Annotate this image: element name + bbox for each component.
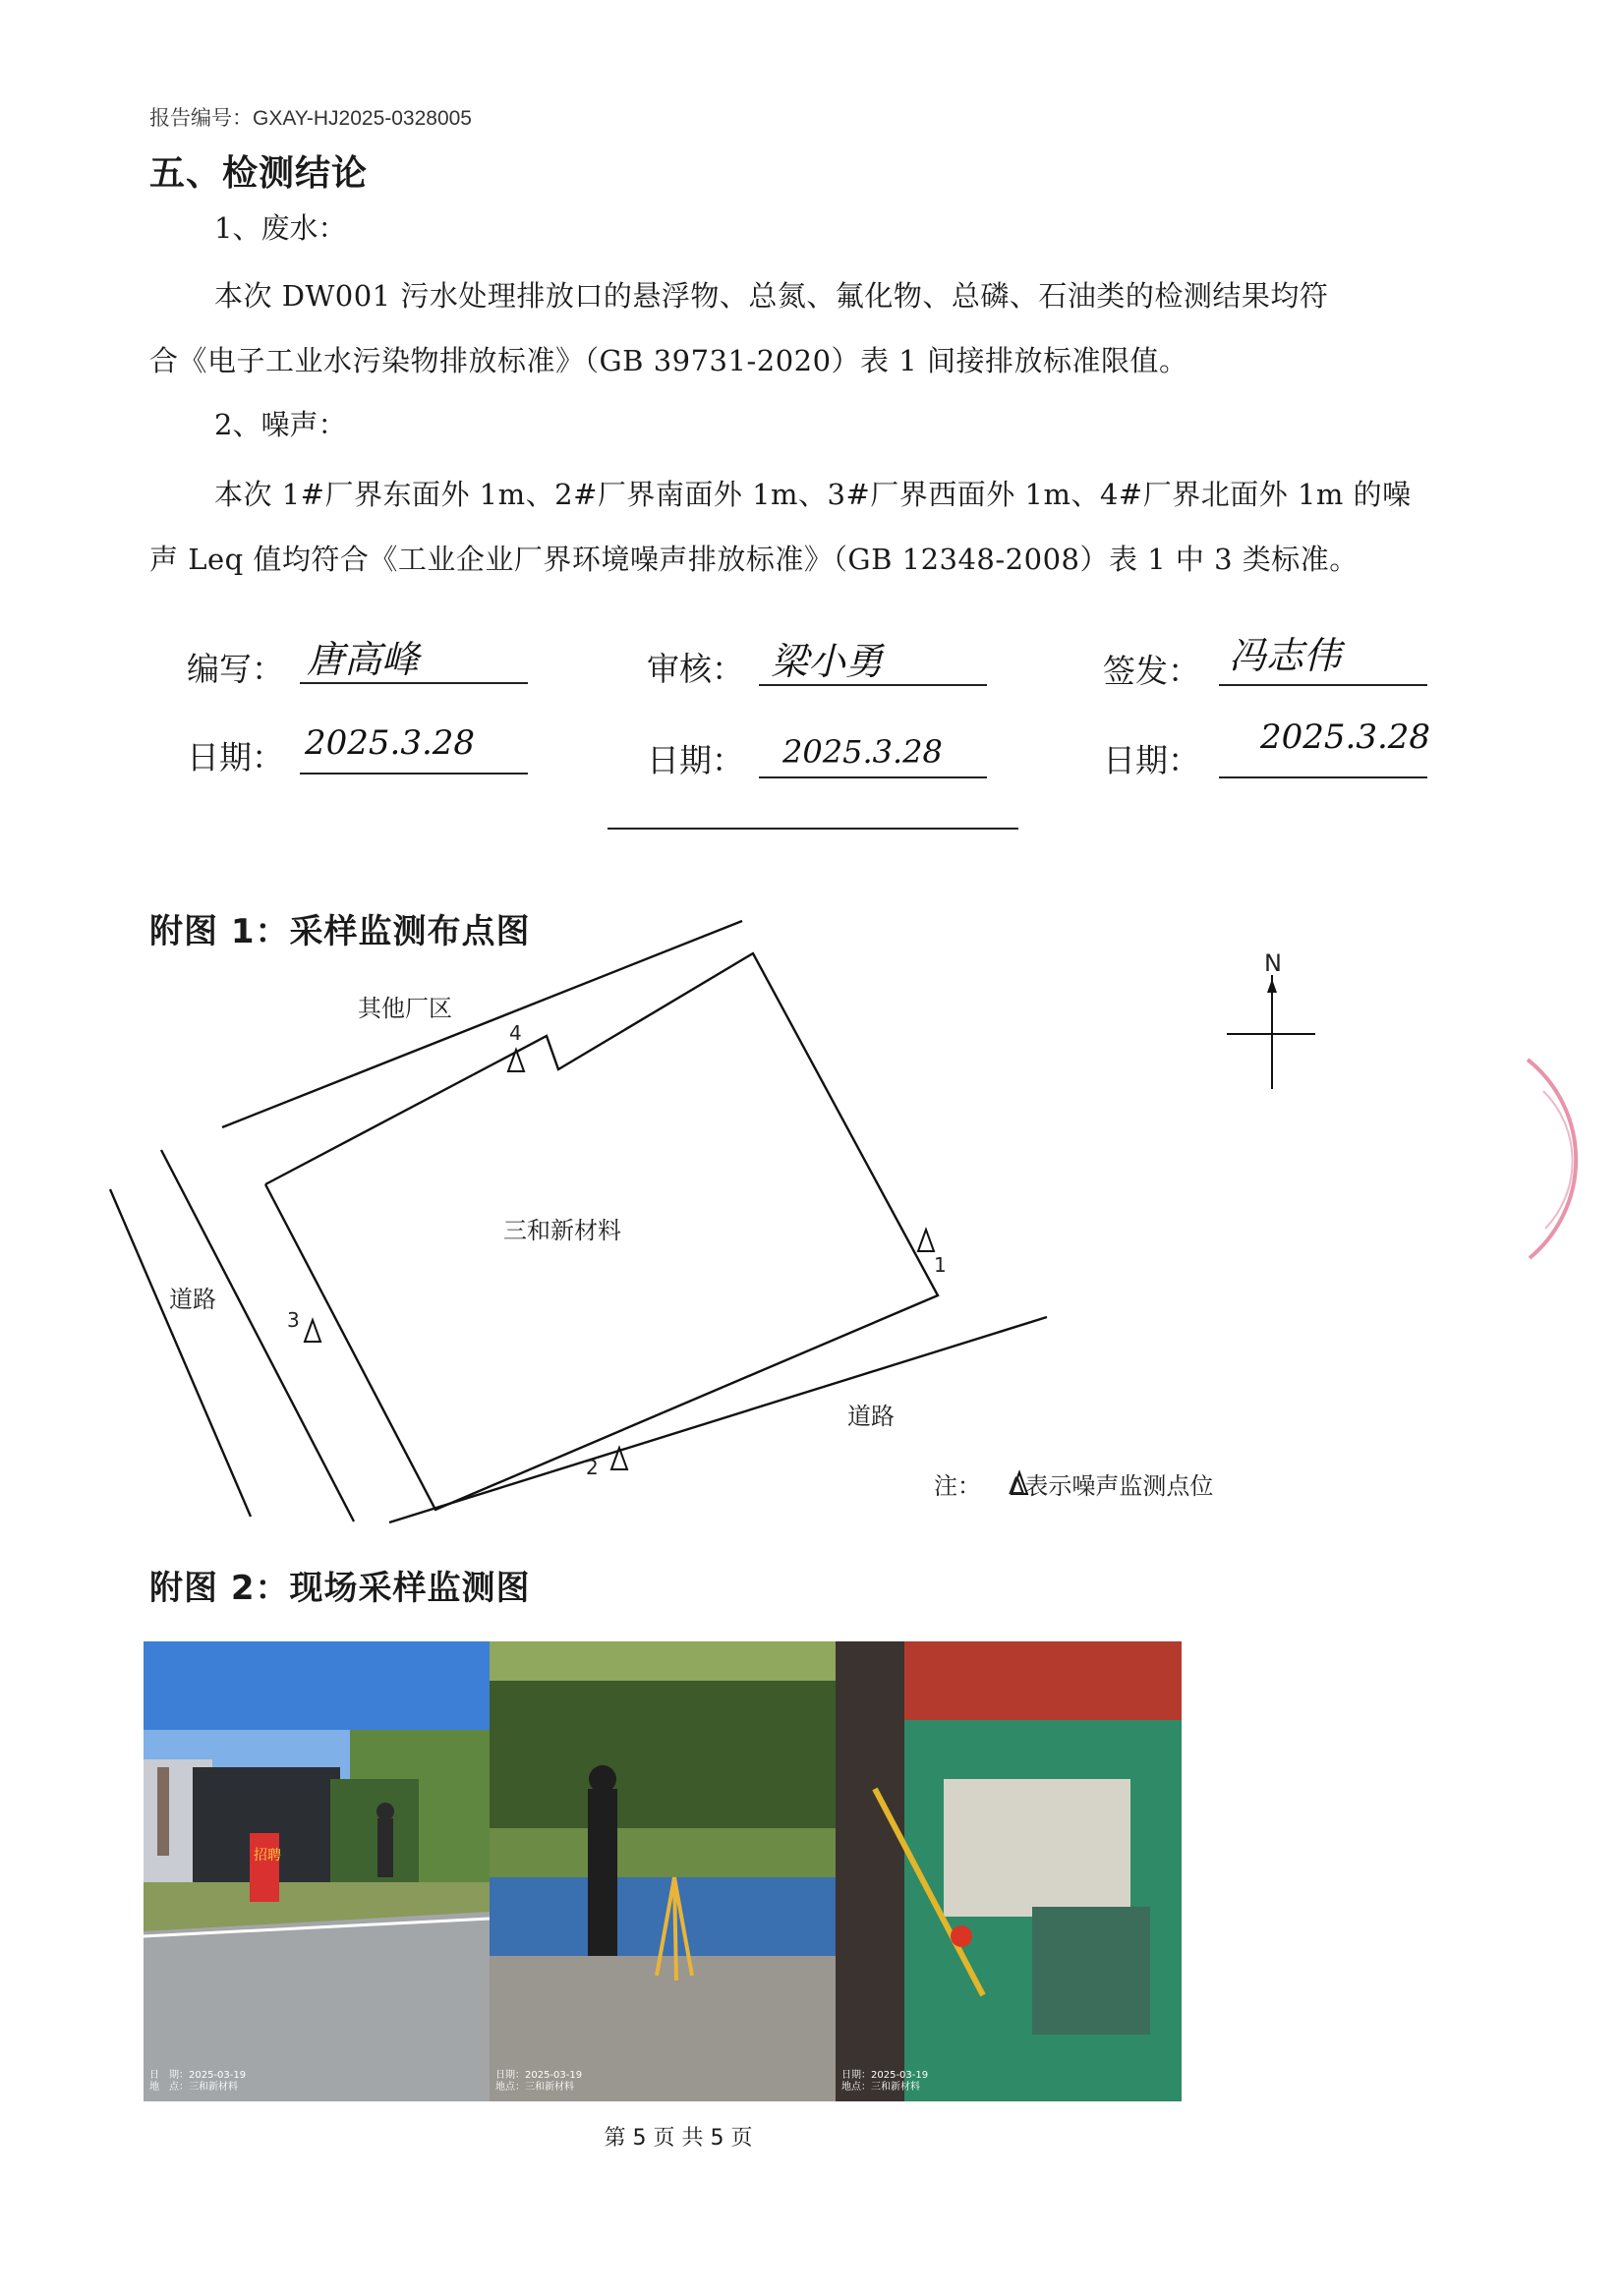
issuer-signature: 冯志伟	[1229, 634, 1342, 677]
photo1-caption-place: 地 点：三和新材料	[149, 2082, 238, 2093]
reviewer-label: 审核：	[647, 650, 744, 688]
photo2-caption-place: 地点：三和新材料	[495, 2082, 574, 2093]
site-photo-1	[144, 1641, 490, 2101]
reviewer-signature: 梁小勇	[771, 640, 884, 683]
issuer-date: 2025.3.28	[1260, 718, 1431, 757]
issuer-label: 签发：	[1103, 652, 1200, 690]
west-road-line-inner	[161, 1150, 354, 1521]
report-number: 报告编号：GXAY-HJ2025-0328005	[149, 107, 472, 130]
wastewater-line-1: 本次 DW001 污水处理排放口的悬浮物、总氮、氟化物、总磷、石油类的检测结果均符	[214, 279, 1329, 313]
site-photo-3	[836, 1641, 1182, 2101]
wastewater-line-2: 合《电子工业水污染物排放标准》（GB 39731-2020）表 1 间接排放标准限值。	[149, 344, 1188, 377]
west-road-label: 道路	[169, 1286, 216, 1313]
noise-line-1: 本次 1#厂界东面外 1m、2#厂界南面外 1m、3#厂界西面外 1m、4#厂界北面外 1m 的噪	[214, 478, 1412, 511]
noise-heading: 2、噪声：	[214, 408, 347, 441]
neighbor-area-label: 其他厂区	[358, 995, 452, 1022]
recruit-sign-text: 招聘	[254, 1848, 281, 1864]
note-prefix: 注：	[934, 1472, 981, 1500]
issuer-date-label: 日期：	[1103, 741, 1200, 779]
photo3-caption-place: 地点：三和新材料	[841, 2082, 920, 2093]
reviewer-date: 2025.3.28	[782, 733, 943, 771]
writer-signature: 唐高峰	[307, 638, 420, 681]
writer-date: 2025.3.28	[305, 723, 476, 763]
north-boundary-road-line	[222, 921, 742, 1127]
wastewater-heading: 1、废水：	[214, 211, 347, 245]
figure2-title: 附图 2：现场采样监测图	[149, 1569, 531, 1608]
noise-line-2: 声 Leq 值均符合《工业企业厂界环境噪声排放标准》（GB 12348-2008）表 1 中 3 类标准。	[149, 543, 1359, 576]
south-road-label: 道路	[847, 1403, 895, 1430]
figure1-title: 附图 1：采样监测布点图	[149, 912, 531, 951]
factory-label: 三和新材料	[503, 1217, 621, 1244]
point-3-label: 3	[287, 1308, 300, 1332]
monitoring-point-3-marker	[305, 1320, 320, 1342]
writer-date-label: 日期：	[187, 738, 284, 776]
reviewer-date-label: 日期：	[647, 741, 744, 779]
writer-label: 编写：	[187, 650, 284, 688]
west-road-line-outer	[110, 1189, 251, 1517]
point-1-label: 1	[934, 1253, 947, 1277]
note-text: Δ表示噪声监测点位	[1009, 1472, 1214, 1500]
photo1-caption-date: 日 期：2025-03-19	[149, 2070, 247, 2081]
page-number: 第 5 页 共 5 页	[604, 2126, 753, 2151]
monitoring-point-1-marker	[918, 1230, 934, 1251]
point-2-label: 2	[586, 1456, 599, 1479]
section-title: 五、检测结论	[149, 153, 369, 194]
site-photo-2	[490, 1641, 836, 2101]
north-label: N	[1264, 949, 1282, 977]
company-seal-stamp	[1504, 1042, 1620, 1278]
photo2-caption-date: 日期：2025-03-19	[495, 2070, 583, 2081]
north-arrow-head	[1267, 979, 1277, 993]
photo3-caption-date: 日期：2025-03-19	[841, 2070, 929, 2081]
point-4-label: 4	[509, 1021, 522, 1045]
